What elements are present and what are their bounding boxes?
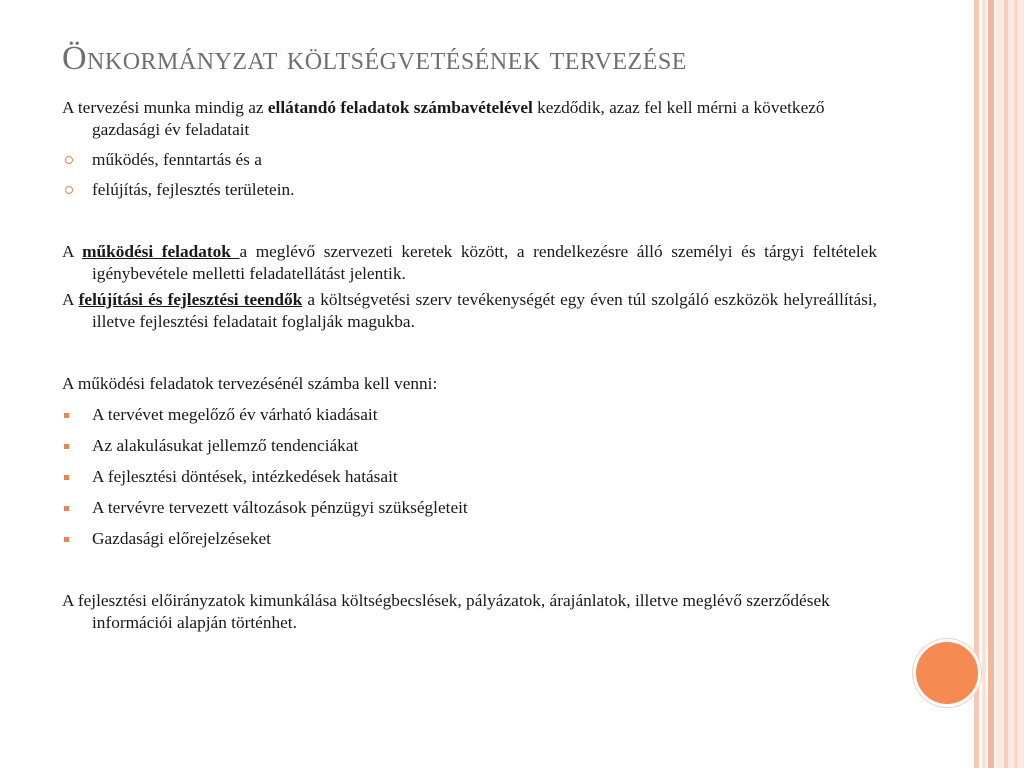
square-bullet-icon [64,537,69,542]
list-item-text: A tervévre tervezett változások pénzügyi szükségleteit [92,498,468,517]
slide-title: Önkormányzat költségvetésének tervezése [62,40,687,77]
square-bullet-icon [64,475,69,480]
list-item-text: A tervévet megelőző év várható kiadásait [92,405,378,424]
list-item-text: A fejlesztési döntések, intézkedések hatásait [92,467,398,486]
bold-underlined-phrase: felújítási és fejlesztési teendők [78,290,303,309]
text-run: a költségvetési szerv tevékenységét egy éven túl szolgáló eszközök helyreállítási, illetve fejlesztési feladatait foglalják magukba. [92,290,877,331]
list-item [62,497,877,519]
square-bullet-icon [64,506,69,511]
list-item [62,404,877,426]
text-run: A tervezési munka mindig az [62,98,268,117]
stripe [988,0,994,768]
text-run: A [62,290,79,309]
bold-phrase: ellátandó feladatok számbavételével [267,98,533,117]
square-bullet-icon [64,413,69,418]
stripe [1014,0,1017,768]
text-run: a meglévő szervezeti keretek között, a rendelkezésre álló személyi és tárgyi feltételek igénybevétele melletti feladatellátást jelentik. [92,242,877,283]
list-item [62,528,877,550]
bold-underlined-phrase: működési feladatok [82,242,240,261]
development-tasks-paragraph [62,289,877,333]
list-item [62,149,877,171]
stripe [1004,0,1008,768]
stripe [996,0,1024,768]
list-item [62,179,877,201]
list-item [62,435,877,457]
list-item-text: felújítás, fejlesztés területein. [92,180,295,199]
decorative-stripes [974,0,1024,768]
circle-bullet-icon [65,156,73,164]
list-item [62,466,877,488]
operating-tasks-paragraph [62,241,877,285]
list-item-text: Az alakulásukat jellemző tendenciákat [92,436,359,455]
intro-paragraph [62,97,877,141]
square-bullet-icon [64,444,69,449]
decorative-circle [913,639,981,707]
text-run: A [62,242,83,261]
list-item-text: működés, fenntartás és a [92,150,262,169]
list-item-text: Gazdasági előrejelzéseket [92,529,271,548]
text-run: kezdődik, azaz fel kell mérni a következő gazdasági év feladatait [92,98,825,139]
circle-bullet-icon [65,186,73,194]
slide-body [62,97,877,634]
planning-intro: A működési feladatok tervezésénél számba kell venni: [62,374,438,393]
closing-paragraph: A fejlesztési előirányzatok kimunkálása költségbecslések, pályázatok, árajánlatok, illetve meglévő szerződések információi alapján történhet. [62,591,830,632]
stripe [982,0,986,768]
